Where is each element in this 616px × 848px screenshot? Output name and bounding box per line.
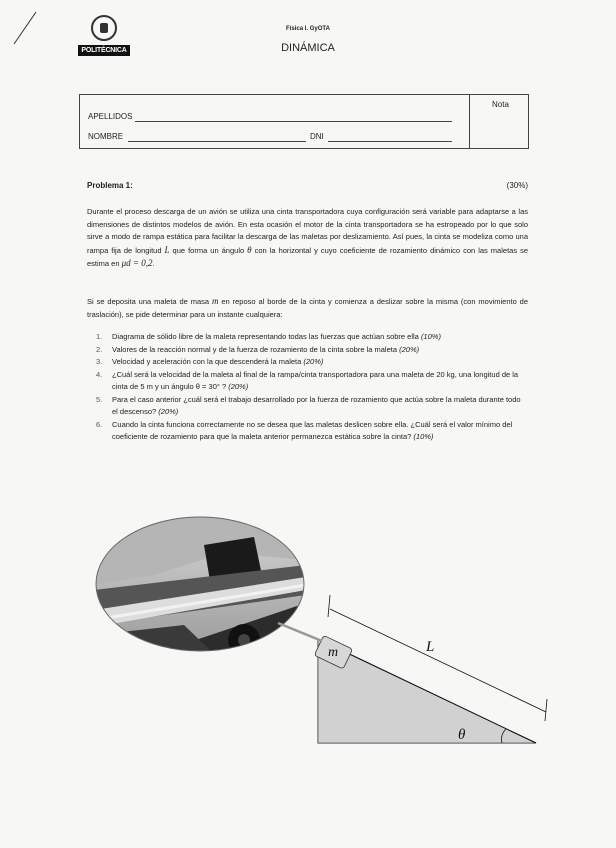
photo-pointer-line: [278, 623, 322, 641]
name-label: NOMBRE: [88, 132, 124, 141]
problem-heading: Problema 1:: [87, 181, 133, 190]
logo-text: POLITÉCNICA: [78, 45, 130, 56]
name-field[interactable]: [128, 141, 306, 142]
problem-statement: Si se deposita una maleta de masa m en reposo al borde de la cinta y comienza a deslizar sobre la misma (con movimiento de traslación), se pide determinar para un instante cualquiera:: [87, 296, 528, 319]
length-label: L: [426, 639, 435, 655]
grade-label: Nota: [492, 100, 509, 109]
dni-field[interactable]: [328, 141, 452, 142]
angle-symbol: θ: [247, 244, 252, 255]
question-item: 6. Cuando la cinta funciona correctamente no se desea que las maletas deslicen sobre ella. ¿Cuál será el valor mínimo del coeficiente de rozamiento para que la maleta anterior permanezca estática sobre la cinta? (10%): [96, 419, 513, 441]
angle-label: θ: [458, 727, 466, 743]
friction-coefficient: μd = 0,2: [121, 258, 153, 268]
mass-label: m: [328, 645, 339, 660]
question-item: 4. ¿Cuál será la velocidad de la maleta al final de la rampa/cinta transportadora para una maleta de 20 kg, una longitud de la cinta de 5 m y un ángulo θ = 30° ? (20%): [96, 369, 519, 391]
question-list: [96, 331, 528, 444]
question-item: 2. Valores de la reacción normal y de la fuerza de rozamiento de la cinta sobre la maleta (20%): [96, 344, 420, 354]
student-info-box: [79, 94, 529, 149]
question-item: 1. Diagrama de sólido libre de la maleta representando todas las fuerzas que actúan sobre ella (10%): [96, 332, 441, 341]
surnames-label: APELLIDOS: [88, 112, 133, 121]
problem-weight: (30%): [506, 181, 528, 190]
question-item: 3. Velocidad y aceleración con la que descenderá la maleta (20%): [96, 357, 324, 366]
surnames-field[interactable]: [135, 121, 452, 122]
mass-symbol: m: [211, 296, 219, 306]
length-symbol: L: [164, 244, 170, 255]
page-title: DINÁMICA: [281, 42, 335, 54]
box-divider: [469, 95, 470, 148]
ramp-diagram: [270, 585, 560, 750]
problem-intro: Durante el proceso descarga de un avión se utiliza una cinta transportadora cuya configuración será variable para adaptarse a las dimensiones de distintos modelos de avión. En esta ocasión el motor de la cinta transportadora se ha estropeado por lo que solo sirve a modo de rampa estática para facilitar la descarga de las maletas por deslizamiento. Así pues, la cinta se modeliza como una rampa fija de longitud L que forma un ángulo θ con la horizontal y cuyo coeficiente de rozamiento dinámico con las maletas se estima en μd = 0,2.: [87, 207, 529, 268]
dni-label: DNI: [310, 132, 324, 141]
course-name: Física I. GyOTA: [286, 26, 330, 32]
question-item: 5. Para el caso anterior ¿cuál será el trabajo desarrollado por la fuerza de rozamiento que actúa sobre la maleta durante todo el descenso? (20%): [96, 394, 521, 416]
